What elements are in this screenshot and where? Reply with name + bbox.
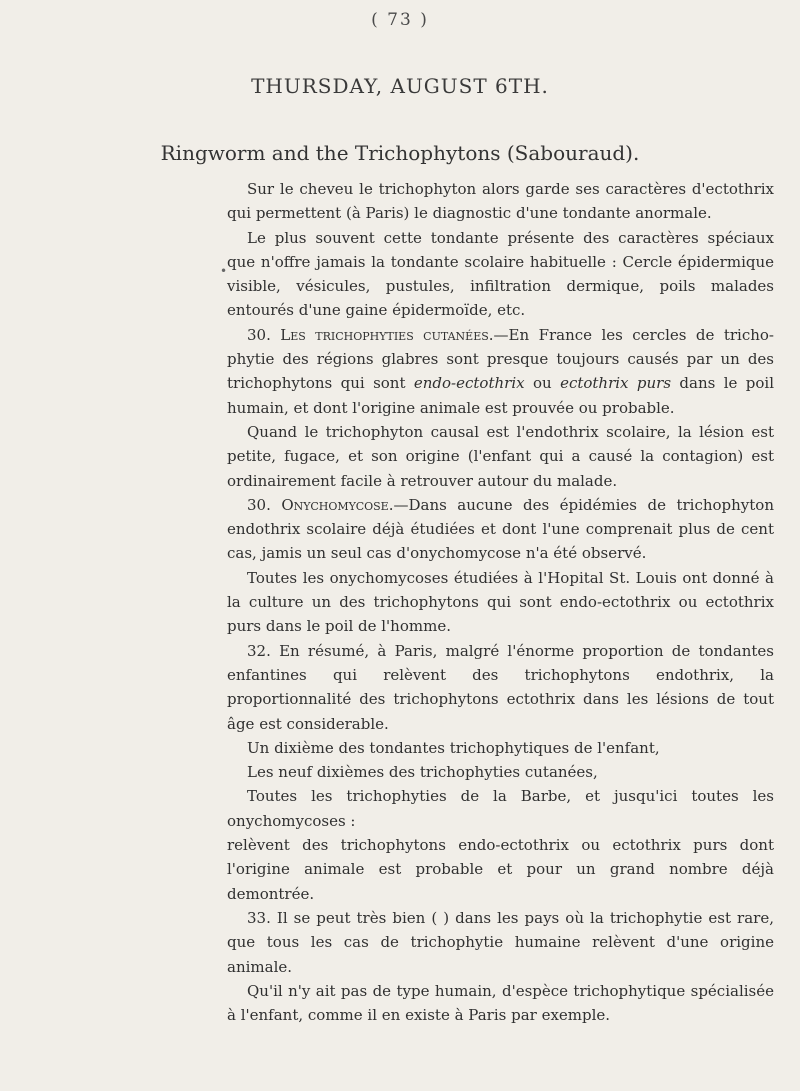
section-title: Ringworm and the Trichophytons (Sabouraud). <box>160 141 640 165</box>
paragraph: 33. Il se peut très bien ( ) dans les pays où la trichophytie est rare, que tous les cas de trichophytie humaine relèvent d'une origine animale. <box>227 908 774 976</box>
margin-mark: • <box>220 264 228 278</box>
body-text <box>227 177 774 1027</box>
section-number: 30. <box>247 325 271 344</box>
paragraph: Qu'il n'y ait pas de type humain, d'espèce trichophytique spécialisée à l'enfant, comme il en existe à Paris par exemple. <box>227 981 774 1025</box>
section-label: Les trichophyties cutanées. <box>280 325 494 344</box>
paragraph: relèvent des trichophytons endo-ectothrix ou ectothrix purs dont l'origine animale est probable et pour un grand nombre déjà demontrée. <box>227 836 774 903</box>
paragraph: Sur le cheveu le trichophyton alors garde ses caractères d'ectothrix qui permettent (à Paris) le diagnostic d'une tondante anormale. <box>227 180 774 223</box>
paragraph-cutaneous: 30. Les trichophyties cutanées.—En France les cercles de tricho-phytie des régions glabres sont presque toujours causés par un des trichophytons qui sont endo-ectothrix ou ectothrix purs dans le poil humain, et dont l'origine animale est prouvée ou probable. <box>227 325 775 417</box>
date-heading: THURSDAY, AUGUST 6TH. <box>251 74 549 98</box>
paragraph: Un dixième des tondantes trichophytiques de l'enfant, <box>247 738 660 757</box>
page-number: ( 73 ) <box>371 10 429 30</box>
paragraph: Toutes les onychomycoses étudiées à l'Hopital St. Louis ont donné à la culture un des trichophytons qui sont endo-ectothrix ou ectothrix purs dans le poil de l'homme. <box>227 568 774 636</box>
paragraph: 32. En résumé, à Paris, malgré l'énorme proportion de tondantes enfantines qui relèvent des trichophytons endothrix, la proportionnalité des trichophytons ectothrix dans les lésions de tout âge est considerable. <box>227 641 774 733</box>
paragraph: Toutes les trichophyties de la Barbe, et jusqu'ici toutes les onychomycoses : <box>227 787 774 830</box>
paragraph-onychomycosis: 30. Onychomycose.—Dans aucune des épidémies de trichophyton endothrix scolaire déjà étudiées et dont l'une comprenait plus de cent cas, jamis un seul cas d'onychomycose n'a été observé. <box>227 495 774 563</box>
section-number: 30. <box>247 495 271 514</box>
paragraph: Le plus souvent cette tondante présente des caractères spéciaux que n'offre jamais la tondante scolaire habituelle : Cercle épidermique visible, vésicules, pustules, infiltration dermique, poils malades entourés d'une gaine épidermoïde, etc. <box>227 228 774 320</box>
paragraph: Les neuf dixièmes des trichophyties cutanées, <box>247 763 598 782</box>
paragraph: Quand le trichophyton causal est l'endothrix scolaire, la lésion est petite, fugace, et son origine (l'enfant qui a causé la contagion) est ordinairement facile à retrouver autour du malade. <box>227 422 774 490</box>
section-label: Onychomycose. <box>281 495 394 514</box>
